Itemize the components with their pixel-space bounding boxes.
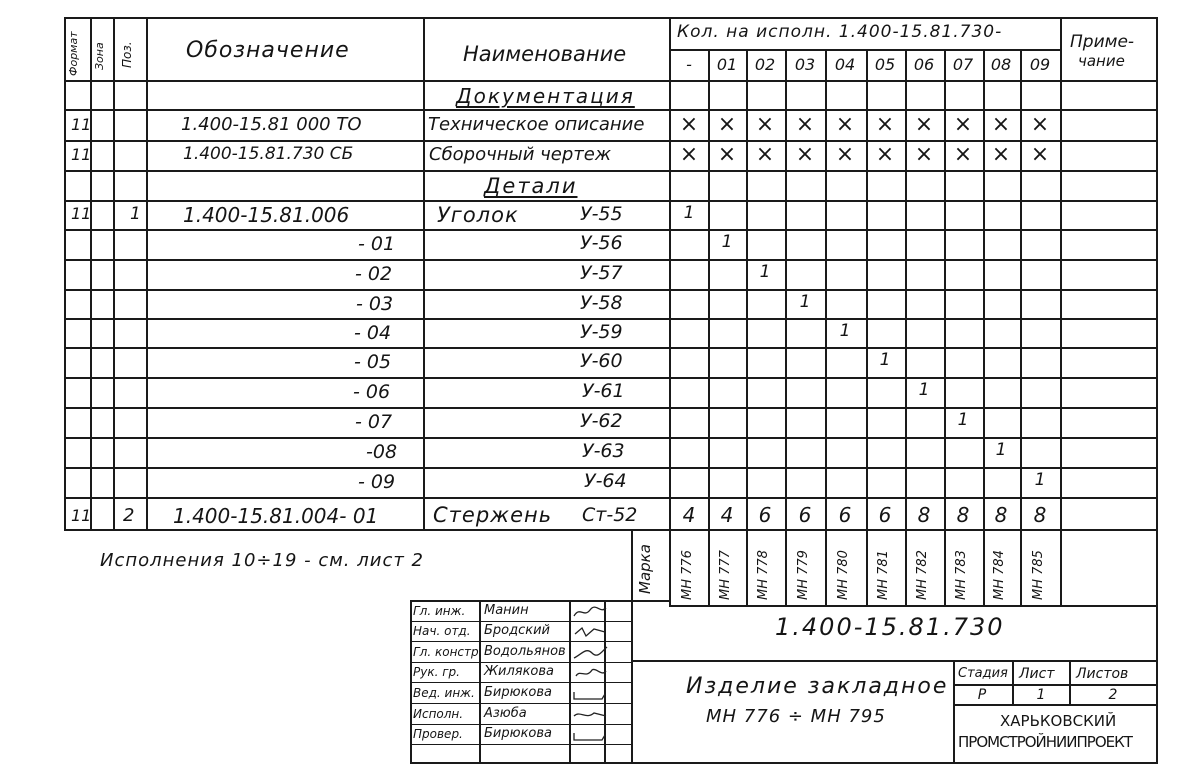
part-row-designation: - 07	[355, 411, 393, 433]
rod-qty-3: 6	[798, 503, 812, 527]
col-line	[423, 17, 425, 531]
header-zone: Зона	[93, 42, 106, 70]
doc2-mark-1: ×	[717, 142, 737, 167]
stamp-role: Вед. инж.	[413, 686, 475, 700]
doc2-mark-2: ×	[755, 142, 775, 167]
doc2-mark-9: ×	[1030, 142, 1050, 167]
stamp-row-line	[410, 662, 631, 663]
doc1-mark-5: ×	[875, 112, 895, 137]
header-designation: Обозначение	[186, 38, 350, 63]
stamp-stage-bottom	[953, 704, 1158, 706]
doc2-mark-4: ×	[835, 142, 855, 167]
row-line	[64, 259, 1158, 261]
col-line	[1020, 49, 1022, 607]
doc1-mark-7: ×	[953, 112, 973, 137]
row-line	[64, 377, 1158, 379]
col-line	[113, 17, 115, 531]
mark-label-line	[631, 529, 633, 764]
stamp-stage: Р	[977, 687, 987, 703]
stamp-stage-left	[953, 660, 955, 764]
doc1-mark-2: ×	[755, 112, 775, 137]
stamp-role: Исполн.	[413, 707, 464, 721]
row-line	[64, 347, 1158, 349]
row-line	[64, 318, 1158, 320]
stamp-code: 1.400-15.81.730	[775, 613, 1005, 641]
part-row-qty: 1	[683, 203, 695, 223]
part-row-code: У-62	[580, 410, 623, 432]
part-row-qty: 1	[995, 440, 1007, 460]
stamp-sheets-label: Листов	[1076, 666, 1129, 682]
signature-mark	[572, 604, 608, 620]
part-row-qty: 1	[799, 292, 811, 312]
variant-header-7: 07	[952, 55, 974, 74]
part-row-qty: 1	[918, 380, 930, 400]
stamp-person: Бирюкова	[484, 685, 552, 700]
rod-code: Ст-52	[582, 504, 638, 526]
row-line	[64, 229, 1158, 231]
stamp-org-2: ПРОМСТРОЙНИИПРОЕКТ	[958, 733, 1132, 751]
table-border-top	[64, 17, 1158, 19]
stamp-person: Бирюкова	[484, 726, 552, 741]
doc2-mark-7: ×	[953, 142, 973, 167]
part-designation: 1.400-15.81.006	[183, 203, 350, 227]
col-line	[785, 49, 787, 607]
stamp-stage-col	[1012, 660, 1014, 704]
footnote: Исполнения 10÷19 - см. лист 2	[100, 550, 425, 571]
doc2-mark-5: ×	[875, 142, 895, 167]
section-details: Детали	[484, 174, 578, 198]
part-row-qty: 1	[759, 262, 771, 282]
rod-qty-6: 8	[917, 503, 931, 527]
stamp-sheets: 2	[1108, 687, 1118, 703]
col-line	[866, 49, 868, 607]
signature-mark	[572, 727, 608, 743]
stamp-code-bottom	[631, 660, 1158, 662]
header-pos: Поз.	[120, 41, 134, 68]
header-name: Наименование	[463, 42, 627, 66]
doc2-mark-3: ×	[795, 142, 815, 167]
part-row-code: У-63	[582, 440, 625, 462]
row-line	[64, 467, 1158, 469]
stamp-sheet: 1	[1036, 687, 1046, 703]
variant-header-1: 01	[716, 55, 738, 74]
part-row-designation: - 02	[355, 263, 393, 285]
signature-mark	[572, 665, 608, 681]
mark-value-8: МН 784	[992, 550, 1007, 600]
mark-value-0: МН 776	[680, 550, 695, 600]
stamp-role: Рук. гр.	[413, 665, 460, 679]
doc1-mark-6: ×	[914, 112, 934, 137]
stamp-row-line	[410, 703, 631, 704]
rod-format: 11	[71, 506, 92, 525]
rod-pos: 2	[123, 505, 135, 526]
rod-qty-5: 6	[878, 503, 892, 527]
row-line	[64, 497, 1158, 499]
rod-qty-4: 6	[838, 503, 852, 527]
doc1-mark-8: ×	[991, 112, 1011, 137]
stamp-person: Бродский	[484, 623, 551, 638]
variant-header-4: 04	[834, 55, 856, 74]
stamp-title-2: МН 776 ÷ МН 795	[706, 706, 886, 727]
part-row-qty: 1	[957, 410, 969, 430]
mark-value-3: МН 779	[796, 550, 811, 600]
part-pos: 1	[130, 204, 141, 224]
header-note-line1: Приме-	[1070, 32, 1135, 52]
variant-header-2: 02	[754, 55, 776, 74]
stamp-role: Провер.	[413, 727, 463, 741]
part-row-designation: - 04	[354, 322, 392, 344]
part-row-qty: 1	[1034, 470, 1046, 490]
part-row-qty: 1	[721, 232, 733, 252]
variant-header-9: 09	[1029, 55, 1051, 74]
doc1-designation: 1.400-15.81 000 ТО	[181, 114, 362, 135]
part-row-designation: - 06	[353, 381, 391, 403]
part-format: 11	[71, 204, 92, 223]
header-qty-title: Кол. на исполн. 1.400-15.81.730-	[677, 22, 1003, 42]
stamp-stage-col	[1069, 660, 1071, 704]
doc1-mark-3: ×	[795, 112, 815, 137]
col-line	[146, 17, 148, 531]
col-line	[708, 49, 710, 607]
mark-label: Марка	[636, 544, 654, 594]
stamp-row-line	[410, 621, 631, 622]
stamp-org-1: ХАРЬКОВСКИЙ	[1000, 712, 1117, 730]
doc1-mark-1: ×	[717, 112, 737, 137]
doc2-designation: 1.400-15.81.730 СБ	[183, 144, 354, 164]
doc1-name: Техническое описание	[428, 114, 645, 135]
stamp-person: Водольянов	[484, 644, 566, 659]
part-row-code: У-55	[580, 203, 623, 225]
stamp-role: Гл. инж.	[413, 604, 466, 618]
signature-mark	[572, 645, 608, 661]
part-row-designation: - 05	[354, 351, 392, 373]
part-row-qty: 1	[839, 321, 851, 341]
part-row-code: У-59	[580, 321, 623, 343]
stamp-stage-line	[953, 684, 1158, 686]
part-row-qty: 1	[879, 350, 891, 370]
part-row-code: У-58	[580, 292, 623, 314]
stamp-top	[410, 600, 669, 602]
rod-name: Стержень	[433, 503, 553, 527]
mark-value-1: МН 777	[718, 550, 733, 600]
variant-header-6: 06	[913, 55, 935, 74]
col-line	[669, 17, 671, 607]
col-line	[905, 49, 907, 607]
rod-qty-0: 4	[682, 503, 696, 527]
mark-value-6: МН 782	[915, 550, 930, 600]
stamp-row-line	[410, 744, 631, 745]
stamp-row-line	[410, 724, 631, 725]
part-row-code: У-61	[582, 380, 625, 402]
doc2-name: Сборочный чертеж	[429, 144, 612, 165]
table-header-bottom	[64, 80, 1158, 82]
mark-value-7: МН 783	[954, 550, 969, 600]
stamp-bottom	[410, 762, 1158, 764]
col-line	[825, 49, 827, 607]
header-format: Формат	[67, 31, 80, 76]
mark-value-4: МН 780	[836, 550, 851, 600]
col-line	[1060, 17, 1062, 607]
variant-header-3: 03	[794, 55, 816, 74]
part-row-code: У-56	[580, 232, 623, 254]
signature-mark	[572, 686, 608, 702]
mark-value-9: МН 785	[1031, 550, 1046, 600]
doc2-mark-0: ×	[679, 142, 699, 167]
part-name: Уголок	[437, 203, 519, 227]
header-note-line2: чание	[1078, 52, 1125, 70]
doc2-format: 11	[71, 145, 92, 164]
part-row-designation: - 03	[356, 293, 394, 315]
part-row-designation: -08	[366, 441, 398, 463]
part-row-code: У-60	[580, 350, 623, 372]
variant-header-0: -	[686, 55, 692, 74]
stamp-row-line	[410, 682, 631, 683]
row-line	[64, 109, 1158, 111]
row-line	[64, 407, 1158, 409]
part-row-designation: - 09	[358, 471, 396, 493]
doc1-format: 11	[71, 115, 92, 134]
mark-row-bottom	[669, 605, 1158, 607]
rod-qty-1: 4	[720, 503, 734, 527]
col-line	[983, 49, 985, 607]
mark-value-2: МН 778	[756, 550, 771, 600]
part-row-designation: - 01	[358, 233, 396, 255]
stamp-role: Нач. отд.	[413, 624, 471, 638]
mark-value-5: МН 781	[876, 550, 891, 600]
variant-header-5: 05	[874, 55, 896, 74]
part-row-code: У-57	[580, 262, 623, 284]
variant-header-8: 08	[990, 55, 1012, 74]
row-line	[64, 529, 1158, 531]
stamp-stage-label: Стадия	[958, 666, 1008, 681]
doc1-mark-4: ×	[835, 112, 855, 137]
doc1-mark-0: ×	[679, 112, 699, 137]
doc2-mark-6: ×	[914, 142, 934, 167]
row-line	[64, 200, 1158, 202]
table-subheader-line	[669, 49, 1060, 51]
rod-qty-8: 8	[994, 503, 1008, 527]
stamp-row-line	[410, 641, 631, 642]
rod-qty-7: 8	[956, 503, 970, 527]
col-line	[746, 49, 748, 607]
stamp-person: Жилякова	[484, 664, 555, 679]
row-line	[64, 437, 1158, 439]
stamp-title-1: Изделие закладное	[686, 674, 949, 699]
table-border-left	[64, 17, 66, 531]
part-row-code: У-64	[584, 470, 627, 492]
stamp-person: Азюба	[484, 706, 527, 721]
stamp-role: Гл. констр.	[413, 645, 483, 659]
stamp-person: Манин	[484, 603, 529, 618]
section-documentation: Документация	[456, 84, 635, 108]
rod-designation: 1.400-15.81.004- 01	[173, 504, 379, 528]
signature-mark	[572, 624, 608, 640]
rod-qty-2: 6	[758, 503, 772, 527]
rod-qty-9: 8	[1033, 503, 1047, 527]
doc1-mark-9: ×	[1030, 112, 1050, 137]
row-line	[64, 170, 1158, 172]
table-border-right	[1156, 17, 1158, 764]
signature-mark	[572, 707, 608, 723]
col-line	[944, 49, 946, 607]
stamp-sheet-label: Лист	[1019, 666, 1055, 682]
col-line	[90, 17, 92, 531]
doc2-mark-8: ×	[991, 142, 1011, 167]
row-line	[64, 289, 1158, 291]
